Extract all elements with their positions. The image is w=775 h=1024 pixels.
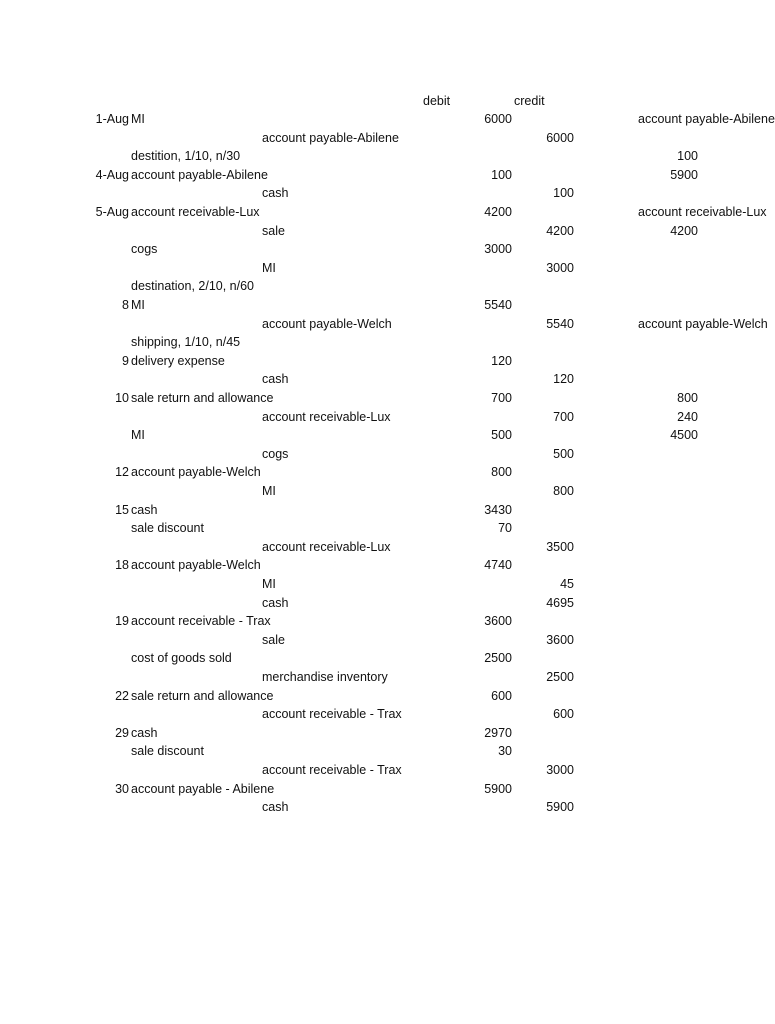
entry-date: 1-Aug (95, 112, 129, 126)
account-name: MI (262, 577, 276, 591)
debit-amount: 700 (491, 391, 512, 405)
entry-date: 15 (115, 502, 129, 517)
journal-row (0, 519, 768, 538)
journal-row (0, 538, 768, 557)
account-name: sale return and allowance (131, 391, 274, 405)
journal-row (0, 166, 768, 185)
entry-date: 19 (115, 614, 129, 629)
account-name: cash (262, 372, 289, 387)
ledger-note: 5900 (670, 167, 698, 182)
debit-amount: 120 (491, 353, 512, 368)
credit-amount: 3000 (546, 763, 574, 777)
debit-amount: 4740 (484, 558, 512, 573)
journal-row (0, 742, 768, 761)
journal-row (0, 389, 768, 408)
journal-row (0, 445, 768, 464)
credit-amount: 120 (553, 372, 574, 387)
ledger-note: account payable-Abilene (638, 112, 775, 126)
entry-date: 12 (115, 465, 129, 480)
account-name: account payable-Abilene (131, 167, 268, 182)
entry-date: 10 (115, 391, 129, 405)
credit-amount: 5900 (546, 800, 574, 815)
journal-row (0, 408, 768, 427)
journal-row (0, 501, 768, 520)
entry-date: 30 (115, 781, 129, 796)
journal-row (0, 203, 768, 222)
account-name: cash (131, 502, 158, 517)
credit-amount: 4200 (546, 223, 574, 238)
credit-amount: 500 (553, 446, 574, 461)
journal-row (0, 129, 768, 148)
account-name: account receivable-Lux (262, 409, 391, 424)
debit-amount: 2500 (484, 651, 512, 666)
journal-row (0, 724, 768, 743)
journal-row (0, 649, 768, 668)
account-name: delivery expense (131, 353, 225, 368)
account-name: cash (262, 800, 289, 815)
journal-row (0, 594, 768, 613)
ledger-note: 240 (677, 409, 698, 424)
account-name: sale (262, 632, 285, 647)
journal-row (0, 426, 768, 445)
journal-row (0, 277, 768, 296)
account-name: shipping, 1/10, n/45 (131, 335, 241, 350)
journal-row (0, 482, 768, 501)
entry-date: 18 (115, 558, 129, 573)
journal-row (0, 296, 768, 315)
journal-row (0, 110, 775, 129)
account-name: MI (131, 298, 145, 312)
account-name: account receivable - Trax (262, 763, 402, 777)
ledger-note: 100 (677, 149, 698, 164)
ledger-note: 4200 (670, 223, 698, 238)
account-name: MI (131, 112, 145, 126)
credit-amount: 45 (560, 577, 574, 591)
debit-header: debit (423, 94, 451, 108)
debit-amount: 100 (491, 167, 512, 182)
journal-row (0, 705, 768, 724)
journal-row (0, 370, 768, 389)
journal-row (0, 352, 768, 371)
account-name: account payable-Abilene (262, 130, 399, 145)
account-name: cash (262, 595, 289, 610)
account-name: account receivable - Trax (131, 614, 271, 629)
account-name: account payable-Welch (131, 465, 261, 480)
account-name: cogs (131, 242, 158, 257)
entry-date: 29 (115, 725, 129, 740)
account-name: sale discount (131, 744, 204, 759)
debit-amount: 800 (491, 465, 512, 480)
account-name: MI (131, 428, 145, 443)
credit-amount: 800 (553, 484, 574, 498)
account-name: account receivable-Lux (131, 205, 260, 219)
journal-row (0, 631, 768, 650)
debit-amount: 600 (491, 688, 512, 703)
credit-amount: 4695 (546, 595, 574, 610)
entry-date: 22 (115, 688, 129, 703)
credit-amount: 3600 (546, 632, 574, 647)
account-name: account payable - Abilene (131, 781, 275, 796)
ledger-note: 800 (677, 391, 698, 405)
debit-amount: 3600 (484, 614, 512, 629)
account-name: cogs (262, 446, 289, 461)
credit-amount: 6000 (546, 130, 574, 145)
account-name: cash (131, 725, 158, 740)
journal-row (0, 575, 768, 594)
account-name: sale (262, 223, 285, 238)
journal-row (0, 668, 768, 687)
credit-amount: 3000 (546, 260, 574, 275)
credit-amount: 700 (553, 409, 574, 424)
journal-row (0, 761, 768, 780)
debit-amount: 3430 (484, 502, 512, 517)
debit-amount: 3000 (484, 242, 512, 257)
journal-row (0, 184, 768, 203)
debit-amount: 70 (498, 521, 512, 536)
entry-date: 8 (122, 298, 129, 312)
journal-row (0, 222, 768, 241)
account-name: account receivable-Lux (262, 539, 391, 554)
ledger-note: account payable-Welch (638, 316, 768, 331)
entry-date: 4-Aug (95, 167, 129, 182)
account-name: MI (262, 484, 276, 498)
journal-row (0, 556, 768, 575)
account-name: account payable-Welch (262, 316, 392, 331)
journal-row (0, 315, 768, 334)
ledger-note: 4500 (670, 428, 698, 443)
credit-header: credit (514, 94, 545, 108)
account-name: account receivable - Trax (262, 707, 402, 722)
ledger-note: account receivable-Lux (638, 205, 767, 219)
account-name: destition, 1/10, n/30 (131, 149, 241, 164)
account-name: sale discount (131, 521, 204, 536)
debit-amount: 5900 (484, 781, 512, 796)
journal-row (0, 147, 768, 166)
credit-amount: 2500 (546, 670, 574, 684)
entry-date: 5-Aug (95, 205, 129, 219)
debit-amount: 2970 (484, 725, 512, 740)
debit-amount: 30 (498, 744, 512, 759)
journal-row (0, 240, 768, 259)
journal-row (0, 463, 768, 482)
debit-amount: 4200 (484, 205, 512, 219)
credit-amount: 600 (553, 707, 574, 722)
credit-amount: 100 (553, 186, 574, 201)
account-name: merchandise inventory (262, 670, 388, 684)
entry-date: 9 (122, 353, 129, 368)
credit-amount: 3500 (546, 539, 574, 554)
journal-row (0, 798, 768, 817)
account-name: account payable-Welch (131, 558, 261, 573)
journal-row (0, 687, 768, 706)
credit-amount: 5540 (546, 316, 574, 331)
journal-row (0, 259, 768, 278)
debit-amount: 500 (491, 428, 512, 443)
journal-row (0, 612, 768, 631)
account-name: cost of goods sold (131, 651, 232, 666)
account-name: cash (262, 186, 289, 201)
account-name: sale return and allowance (131, 688, 274, 703)
account-name: MI (262, 260, 276, 275)
account-name: destination, 2/10, n/60 (131, 279, 255, 294)
journal-row (0, 333, 768, 352)
debit-amount: 5540 (484, 298, 512, 312)
journal-row (0, 780, 768, 799)
debit-amount: 6000 (484, 112, 512, 126)
